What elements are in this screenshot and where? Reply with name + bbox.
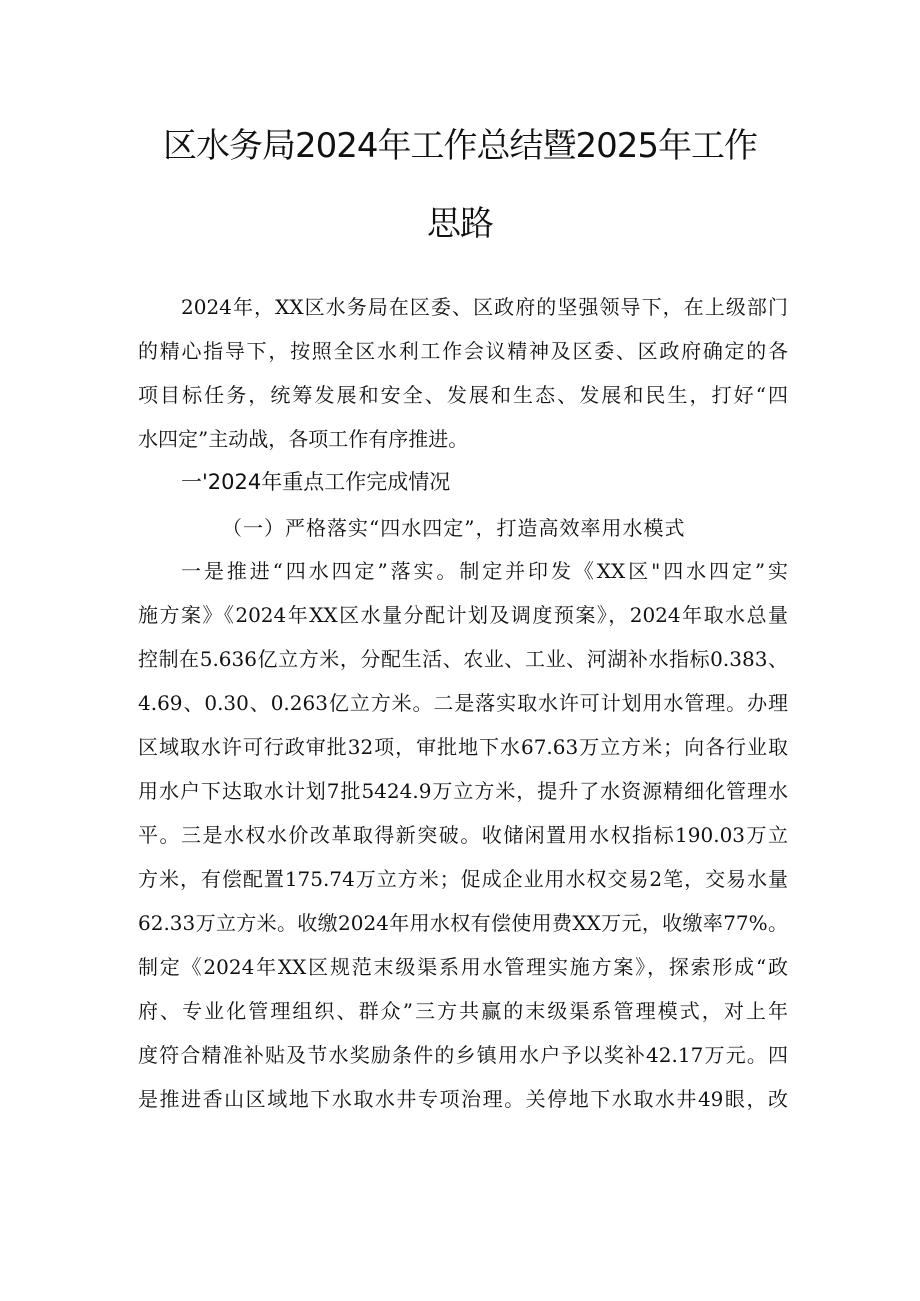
body-paragraph-line: 区域取水许可行政审批32项，审批地下水67.63万立方米；向各行业取 bbox=[138, 735, 788, 759]
body-paragraph-line: 施方案》《2024年XX区水量分配计划及调度预案》，2024年取水总量 bbox=[138, 603, 788, 627]
subsection-heading-1: （一）严格落实“四水四定”，打造高效率用水模式 bbox=[222, 516, 686, 540]
section-heading-1: 一'2024年重点工作完成情况 bbox=[181, 470, 451, 494]
intro-paragraph-line: 水四定”主动战，各项工作有序推进。 bbox=[138, 427, 469, 451]
intro-paragraph-line: 2024年，XX区水务局在区委、区政府的坚强领导下，在上级部门 bbox=[181, 295, 788, 319]
body-paragraph-line: 方米，有偿配置175.74万立方米；促成企业用水权交易2笔，交易水量 bbox=[138, 867, 788, 891]
intro-paragraph-line: 的精心指导下，按照全区水利工作会议精神及区委、区政府确定的各 bbox=[138, 339, 788, 363]
body-paragraph-line: 府、专业化管理组织、群众”三方共赢的末级渠系管理模式，对上年 bbox=[138, 999, 788, 1023]
body-paragraph-line: 是推进香山区域地下水取水井专项治理。关停地下水取水井49眼，改 bbox=[138, 1087, 788, 1111]
intro-paragraph-line: 项目标任务，统筹发展和安全、发展和生态、发展和民生，打好“四 bbox=[138, 383, 788, 407]
body-paragraph-line: 度符合精准补贴及节水奖励条件的乡镇用水户予以奖补42.17万元。四 bbox=[138, 1043, 788, 1067]
body-paragraph-line: 4.69、0.30、0.263亿立方米。二是落实取水许可计划用水管理。办理 bbox=[138, 691, 788, 715]
body-paragraph-line: 制定《2024年XX区规范末级渠系用水管理实施方案》，探索形成“政 bbox=[138, 955, 788, 979]
body-paragraph-line: 用水户下达取水计划7批5424.9万立方米，提升了水资源精细化管理水 bbox=[138, 779, 788, 803]
body-paragraph-line: 控制在5.636亿立方米，分配生活、农业、工业、河湖补水指标0.383、 bbox=[138, 647, 788, 671]
body-paragraph-line: 一是推进“四水四定”落实。制定并印发《XX区"四水四定”实 bbox=[181, 559, 788, 583]
body-paragraph-line: 平。三是水权水价改革取得新突破。收储闲置用水权指标190.03万立 bbox=[138, 823, 788, 847]
body-paragraph-line: 62.33万立方米。收缴2024年用水权有偿使用费XX万元，收缴率77%。 bbox=[138, 911, 788, 935]
document-title-line-2: 思路 bbox=[427, 204, 493, 244]
document-title-line-1: 区水务局2024年工作总结暨2025年工作 bbox=[162, 126, 758, 166]
